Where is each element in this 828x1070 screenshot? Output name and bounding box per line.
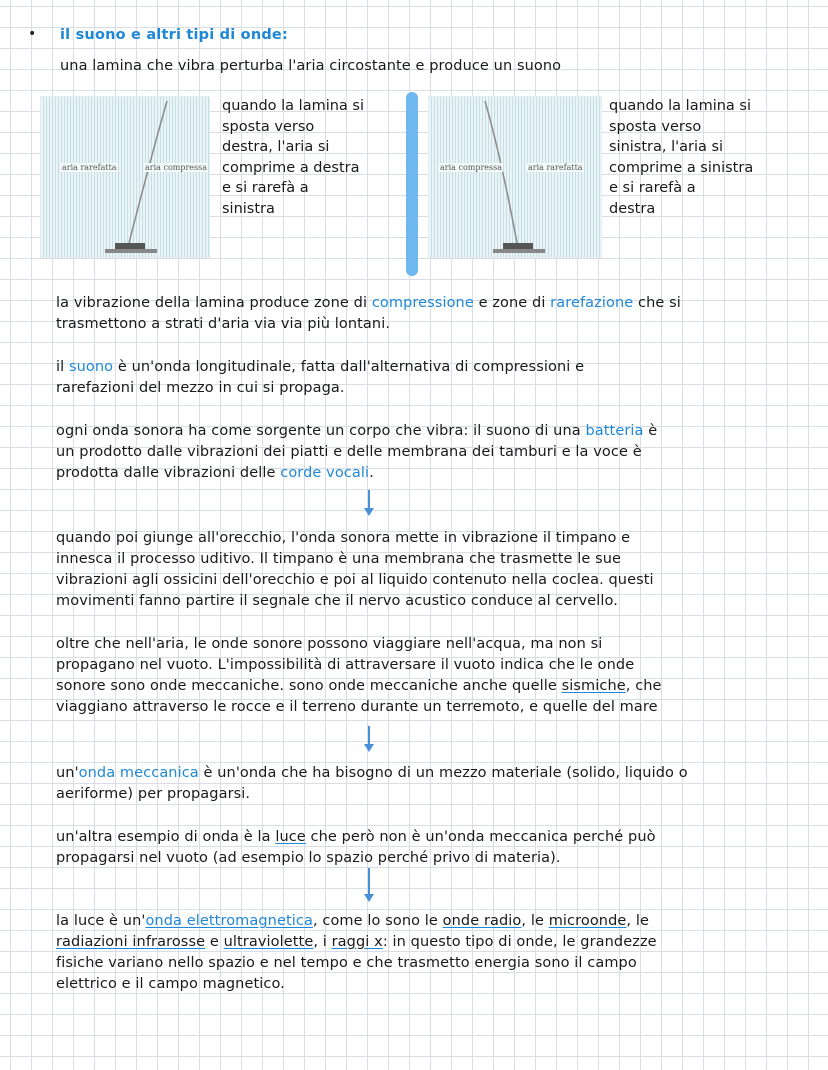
keyword-raggi-x: raggi x bbox=[331, 934, 383, 950]
text: che però non è un'onda meccanica perché può bbox=[305, 829, 656, 845]
paragraph-4-line-3: vibrazioni agli ossicini dell'orecchio e poi al liquido contenuto nella coclea. questi bbox=[56, 572, 654, 588]
text: è un'onda che ha bisogno di un mezzo materiale (solido, liquido o bbox=[198, 765, 688, 781]
keyword-batteria: batteria bbox=[585, 423, 644, 439]
paragraph-5-line-2: propagano nel vuoto. L'impossibilità di attraversare il vuoto indica che le onde bbox=[56, 657, 635, 673]
keyword-corde-vocali: corde vocali bbox=[280, 465, 370, 481]
paragraph-6-line-2: aeriforme) per propagarsi. bbox=[56, 786, 251, 802]
paragraph-8-line-1 bbox=[56, 911, 649, 932]
lamina-right-icon bbox=[429, 97, 601, 257]
paragraph-2-line-2: rarefazioni del mezzo in cui si propaga. bbox=[56, 380, 345, 396]
arrow-down-icon bbox=[368, 490, 370, 510]
text: un'altra esempio di onda è la bbox=[56, 829, 276, 845]
keyword-rarefazione: rarefazione bbox=[550, 295, 634, 311]
arrow-down-icon bbox=[368, 868, 370, 896]
arrowhead-icon bbox=[364, 508, 374, 516]
paragraph-3-line-1 bbox=[56, 421, 657, 442]
figure-left-label-rarefied: aria rarefatta bbox=[62, 163, 117, 172]
text: è un'onda longitudinale, fatta dall'alternativa di compressioni e bbox=[113, 359, 585, 375]
bullet: • bbox=[28, 26, 37, 42]
text: è bbox=[643, 423, 658, 439]
paragraph-8-line-3: fisiche variano nello spazio e nel tempo e che trasmetto energia sono il campo bbox=[56, 955, 637, 971]
arrow-down-icon bbox=[368, 726, 370, 746]
text: prodotta dalle vibrazioni delle bbox=[56, 465, 281, 481]
paragraph-4-line-2: innesca il processo uditivo. Il timpano è una membrana che trasmette le sue bbox=[56, 551, 622, 567]
text: e bbox=[205, 934, 224, 950]
text: , le bbox=[626, 913, 649, 929]
text: , le bbox=[521, 913, 549, 929]
text: , i bbox=[313, 934, 332, 950]
keyword-onda-meccanica: onda meccanica bbox=[78, 765, 199, 781]
text: ogni onda sonora ha come sorgente un corpo che vibra: il suono di una bbox=[56, 423, 586, 439]
paragraph-4-line-1: quando poi giunge all'orecchio, l'onda sonora mette in vibrazione il timpano e bbox=[56, 530, 631, 546]
keyword-radiazioni-infrarosse: radiazioni infrarosse bbox=[56, 934, 206, 950]
keyword-onda-elettromagnetica: onda elettromagnetica bbox=[145, 913, 313, 929]
keyword-compressione: compressione bbox=[371, 295, 474, 311]
paragraph-3-line-2: un prodotto dalle vibrazioni dei piatti e delle membrana dei tamburi e la voce è bbox=[56, 444, 642, 460]
text: . bbox=[369, 465, 374, 481]
paragraph-2-line-1 bbox=[56, 357, 584, 378]
section-heading: il suono e altri tipi di onde: bbox=[60, 27, 288, 43]
paragraph-7-line-1 bbox=[56, 827, 656, 848]
paragraph-7-line-2: propagarsi nel vuoto (ad esempio lo spazio perché privo di materia). bbox=[56, 850, 561, 866]
paragraph-3-line-3 bbox=[56, 463, 374, 484]
text: e zone di bbox=[473, 295, 551, 311]
lamina-left-icon bbox=[41, 97, 209, 257]
paragraph-8-line-4: elettrico e il campo magnetico. bbox=[56, 976, 285, 992]
paragraph-1-line-1 bbox=[56, 293, 681, 314]
paragraph-8-line-2 bbox=[56, 932, 657, 953]
text: il bbox=[56, 359, 69, 375]
text: la luce è un' bbox=[56, 913, 146, 929]
divider-bar bbox=[406, 92, 418, 276]
keyword-onde-radio: onde radio bbox=[442, 913, 522, 929]
keyword-microonde: microonde bbox=[548, 913, 627, 929]
keyword-sismiche: sismiche bbox=[561, 678, 626, 694]
intro-text: una lamina che vibra perturba l'aria circostante e produce un suono bbox=[60, 58, 562, 74]
figure-left bbox=[40, 96, 210, 258]
figure-left-label-compressed: aria compressa bbox=[145, 163, 208, 172]
figure-right-label-compressed: aria compressa bbox=[440, 163, 503, 172]
figure-right-label-rarefied: aria rarefatta bbox=[528, 163, 583, 172]
keyword-suono: suono bbox=[68, 359, 114, 375]
figure-right-caption: quando la lamina si sposta verso sinistra, l'aria si comprime a sinistra e si rarefà a destra bbox=[609, 98, 754, 217]
paragraph-6-line-1 bbox=[56, 763, 688, 784]
figure-right bbox=[428, 96, 602, 258]
text: che si bbox=[633, 295, 681, 311]
paragraph-1-line-2: trasmettono a strati d'aria via via più lontani. bbox=[56, 316, 391, 332]
text: , che bbox=[625, 678, 662, 694]
arrowhead-icon bbox=[364, 894, 374, 902]
text: la vibrazione della lamina produce zone di bbox=[56, 295, 372, 311]
text: sonore sono onde meccaniche. sono onde meccaniche anche quelle bbox=[56, 678, 562, 694]
keyword-luce: luce bbox=[275, 829, 306, 845]
paragraph-5-line-4: viaggiano attraverso le rocce e il terreno durante un terremoto, e quelle del mare bbox=[56, 699, 658, 715]
keyword-ultraviolette: ultraviolette bbox=[223, 934, 314, 950]
text: un' bbox=[56, 765, 79, 781]
figure-left-caption: quando la lamina si sposta verso destra, l'aria si comprime a destra e si rarefà a sinistra bbox=[222, 98, 365, 217]
paragraph-5-line-3 bbox=[56, 676, 662, 697]
arrowhead-icon bbox=[364, 744, 374, 752]
paragraph-4-line-4: movimenti fanno partire il segnale che il nervo acustico conduce al cervello. bbox=[56, 593, 618, 609]
text: , come lo sono le bbox=[312, 913, 443, 929]
paragraph-5-line-1: oltre che nell'aria, le onde sonore possono viaggiare nell'acqua, ma non si bbox=[56, 636, 603, 652]
text: : in questo tipo di onde, le grandezze bbox=[382, 934, 657, 950]
